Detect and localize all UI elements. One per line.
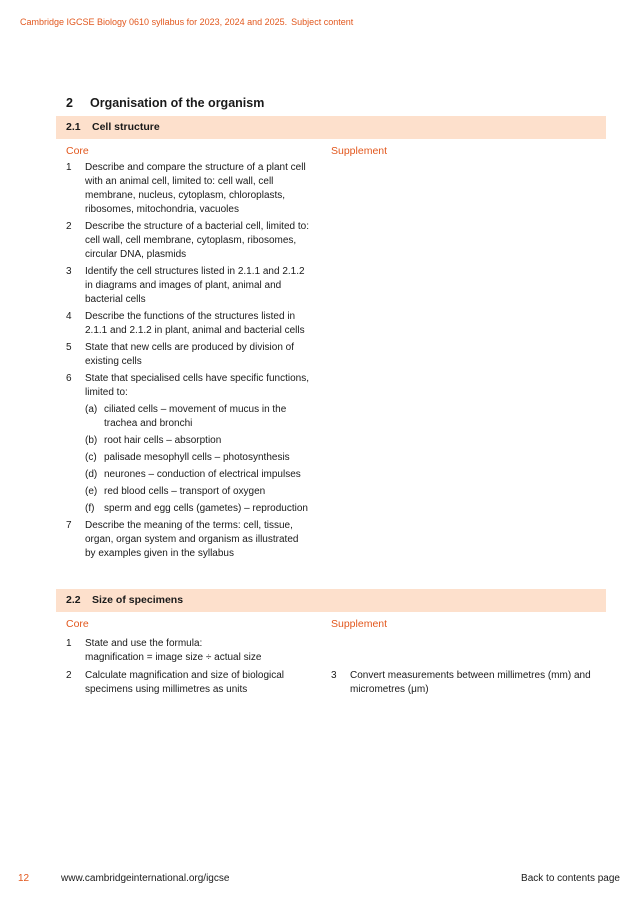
subsection-band-size-of-specimens [56,589,606,612]
section-heading: Organisation of the organism [90,96,265,110]
list-sub-item: (e) red blood cells – transport of oxygen [85,486,266,497]
list-item: 1 Describe and compare the structure of a plant cell with an animal cell, limited to: cell wall, cell membrane, nucleus, cytoplasm, chloroplasts, ribosomes, mitochondria, vacuoles [66,162,306,215]
list-item: 2 Describe the structure of a bacterial cell, limited to: cell wall, cell membrane, cytoplasm, ribosomes, circular DNA, plasmids [66,221,309,260]
list-sub-item: (f) sperm and egg cells (gametes) – reproduction [85,503,308,514]
subsection-title: Cell structure [92,121,160,133]
section-number: 2 [66,96,73,110]
core-heading: Core [66,145,89,157]
header-title: Cambridge IGCSE Biology 0610 syllabus for 2023, 2024 and 2025. [20,17,288,27]
core-heading: Core [66,618,89,630]
core-list-size-of-specimens [66,637,311,700]
list-item: 1 State and use the formula: magnification = image size ÷ actual size [66,638,262,663]
website-link[interactable]: www.cambridgeinternational.org/igcse [61,873,230,884]
list-sub-item: (b) root hair cells – absorption [85,435,222,446]
list-sub-item: (c) palisade mesophyll cells – photosynthesis [85,452,290,463]
back-to-contents-link[interactable]: Back to contents page [521,873,620,884]
page-number: 12 [18,873,30,884]
supplement-heading: Supplement [331,618,388,630]
list-sub-item: (a) ciliated cells – movement of mucus in the trachea and bronchi [85,404,287,429]
subsection-number: 2.1 [66,121,81,133]
list-item: 3 Identify the cell structures listed in 2.1.1 and 2.1.2 in diagrams and images of plant, animal and bacterial cells [66,266,305,305]
list-item: 5 State that new cells are produced by division of existing cells [66,342,295,367]
list-sub-item: (d) neurones – conduction of electrical impulses [85,469,301,480]
list-item: 4 Describe the functions of the structures listed in 2.1.1 and 2.1.2 in plant, animal and bacterial cells [66,311,305,336]
subsection-number: 2.2 [66,594,81,606]
core-list-cell-structure [66,161,311,564]
supplement-heading: Supplement [331,145,388,157]
header-subtitle: Subject content [291,17,354,27]
subsection-band-cell-structure [56,116,606,139]
running-header [20,17,353,27]
list-item: 2 Calculate magnification and size of biological specimens using millimetres as units [66,670,285,695]
list-item: 3 Convert measurements between millimetres (mm) and micrometres (μm) [331,670,591,695]
list-item: 6 State that specialised cells have specific functions, limited to: [66,373,310,398]
list-item: 7 Describe the meaning of the terms: cell, tissue, organ, organ system and organism as illustrated by examples given in the syllabus [66,520,299,559]
supplement-list-size-of-specimens [331,669,591,697]
subsection-title: Size of specimens [92,594,184,606]
section-title [66,96,264,110]
